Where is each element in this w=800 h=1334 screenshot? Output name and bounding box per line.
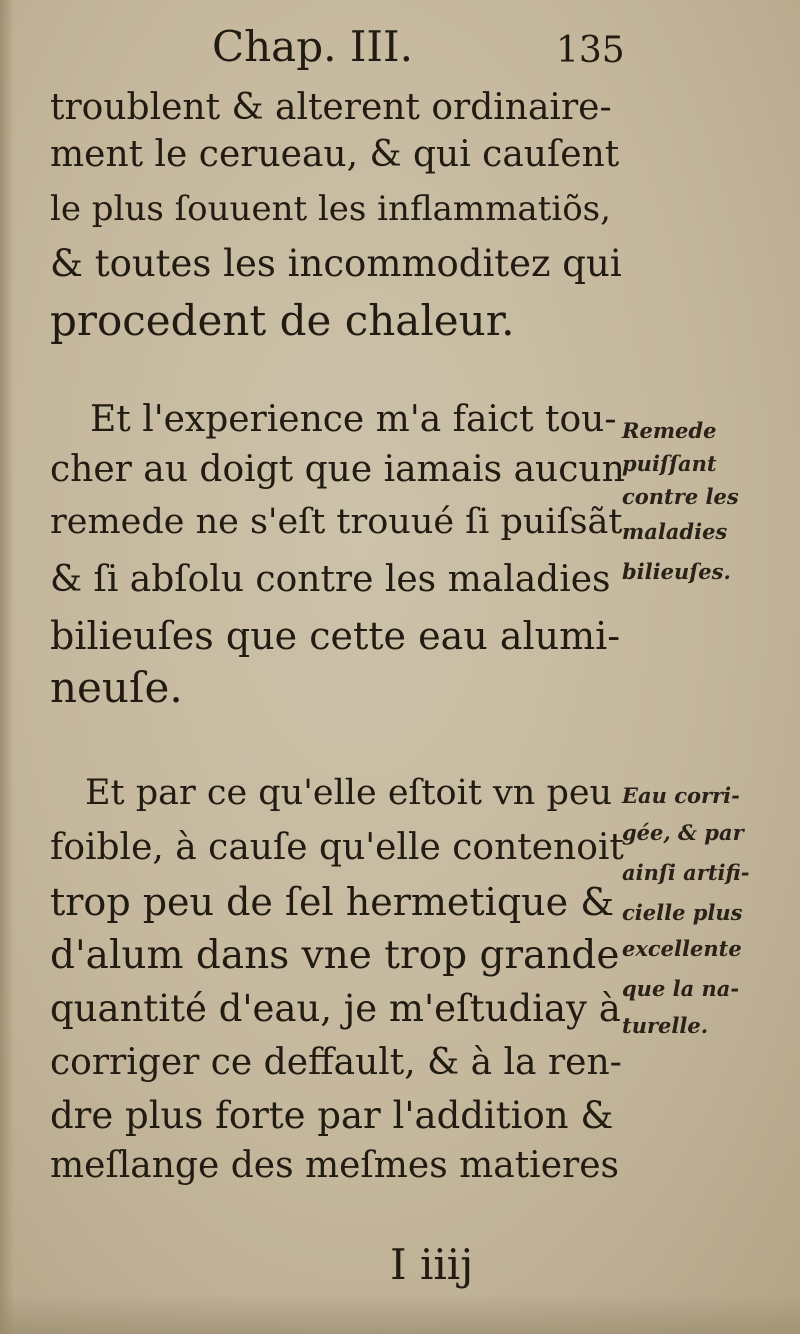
signature-mark: I iiij (390, 1240, 474, 1289)
margin-note-line: excellente (622, 936, 742, 961)
text-line: Et l'experience m'a faict tou- (90, 399, 617, 440)
text-line: neuſe. (50, 663, 183, 712)
text-line: le plus ſouuent les inflammatiõs, (50, 189, 611, 229)
running-header (0, 22, 800, 82)
text-line: ment le cerueau, & qui cauſent (50, 134, 620, 175)
text-line: remede ne s'eſt trouué ſi puiſsãt (50, 502, 623, 542)
text-line: & toutes les incommoditez qui (50, 242, 622, 285)
margin-note-line: bilieuſes. (622, 559, 731, 584)
text-line: cher au doigt que iamais aucun (50, 449, 625, 490)
text-line: trop peu de ſel hermetique & (50, 880, 615, 924)
margin-note-line: Remede (622, 418, 717, 443)
margin-note-line: contre les (622, 484, 739, 509)
text-line: & ſi abſolu contre les maladies (50, 559, 611, 600)
text-line: corriger ce deffault, & à la ren- (50, 1042, 622, 1083)
page-number: 135 (556, 30, 625, 71)
text-line: quantité d'eau, je m'eſtudiay à (50, 987, 621, 1030)
page-edge-shadow (0, 0, 14, 1334)
text-line: meſlange des meſmes matieres (50, 1145, 619, 1186)
text-line: dre plus forte par l'addition & (50, 1094, 614, 1137)
text-line: procedent de chaleur. (50, 296, 515, 345)
chapter-heading: Chap. III. (212, 22, 413, 71)
text-line: d'alum dans vne trop grande (50, 933, 620, 978)
margin-note-line: que la na- (622, 976, 740, 1001)
margin-note-line: ainſi artifi- (622, 860, 750, 885)
margin-note-line: turelle. (622, 1013, 709, 1038)
text-line: foible, à cauſe qu'elle contenoit (50, 827, 624, 868)
page-bottom-shadow (0, 1294, 800, 1334)
margin-note-line: cielle plus (622, 900, 743, 925)
text-line: bilieuſes que cette eau alumi- (50, 614, 621, 658)
margin-note-line: gée, & par (622, 820, 744, 845)
text-line: troublent & alterent ordinaire- (50, 87, 612, 128)
margin-note-line: Eau corri- (622, 783, 740, 808)
margin-note-line: puiſſant (622, 451, 717, 476)
text-line: Et par ce qu'elle eſtoit vn peu (85, 773, 613, 813)
margin-note-line: maladies (622, 519, 728, 544)
